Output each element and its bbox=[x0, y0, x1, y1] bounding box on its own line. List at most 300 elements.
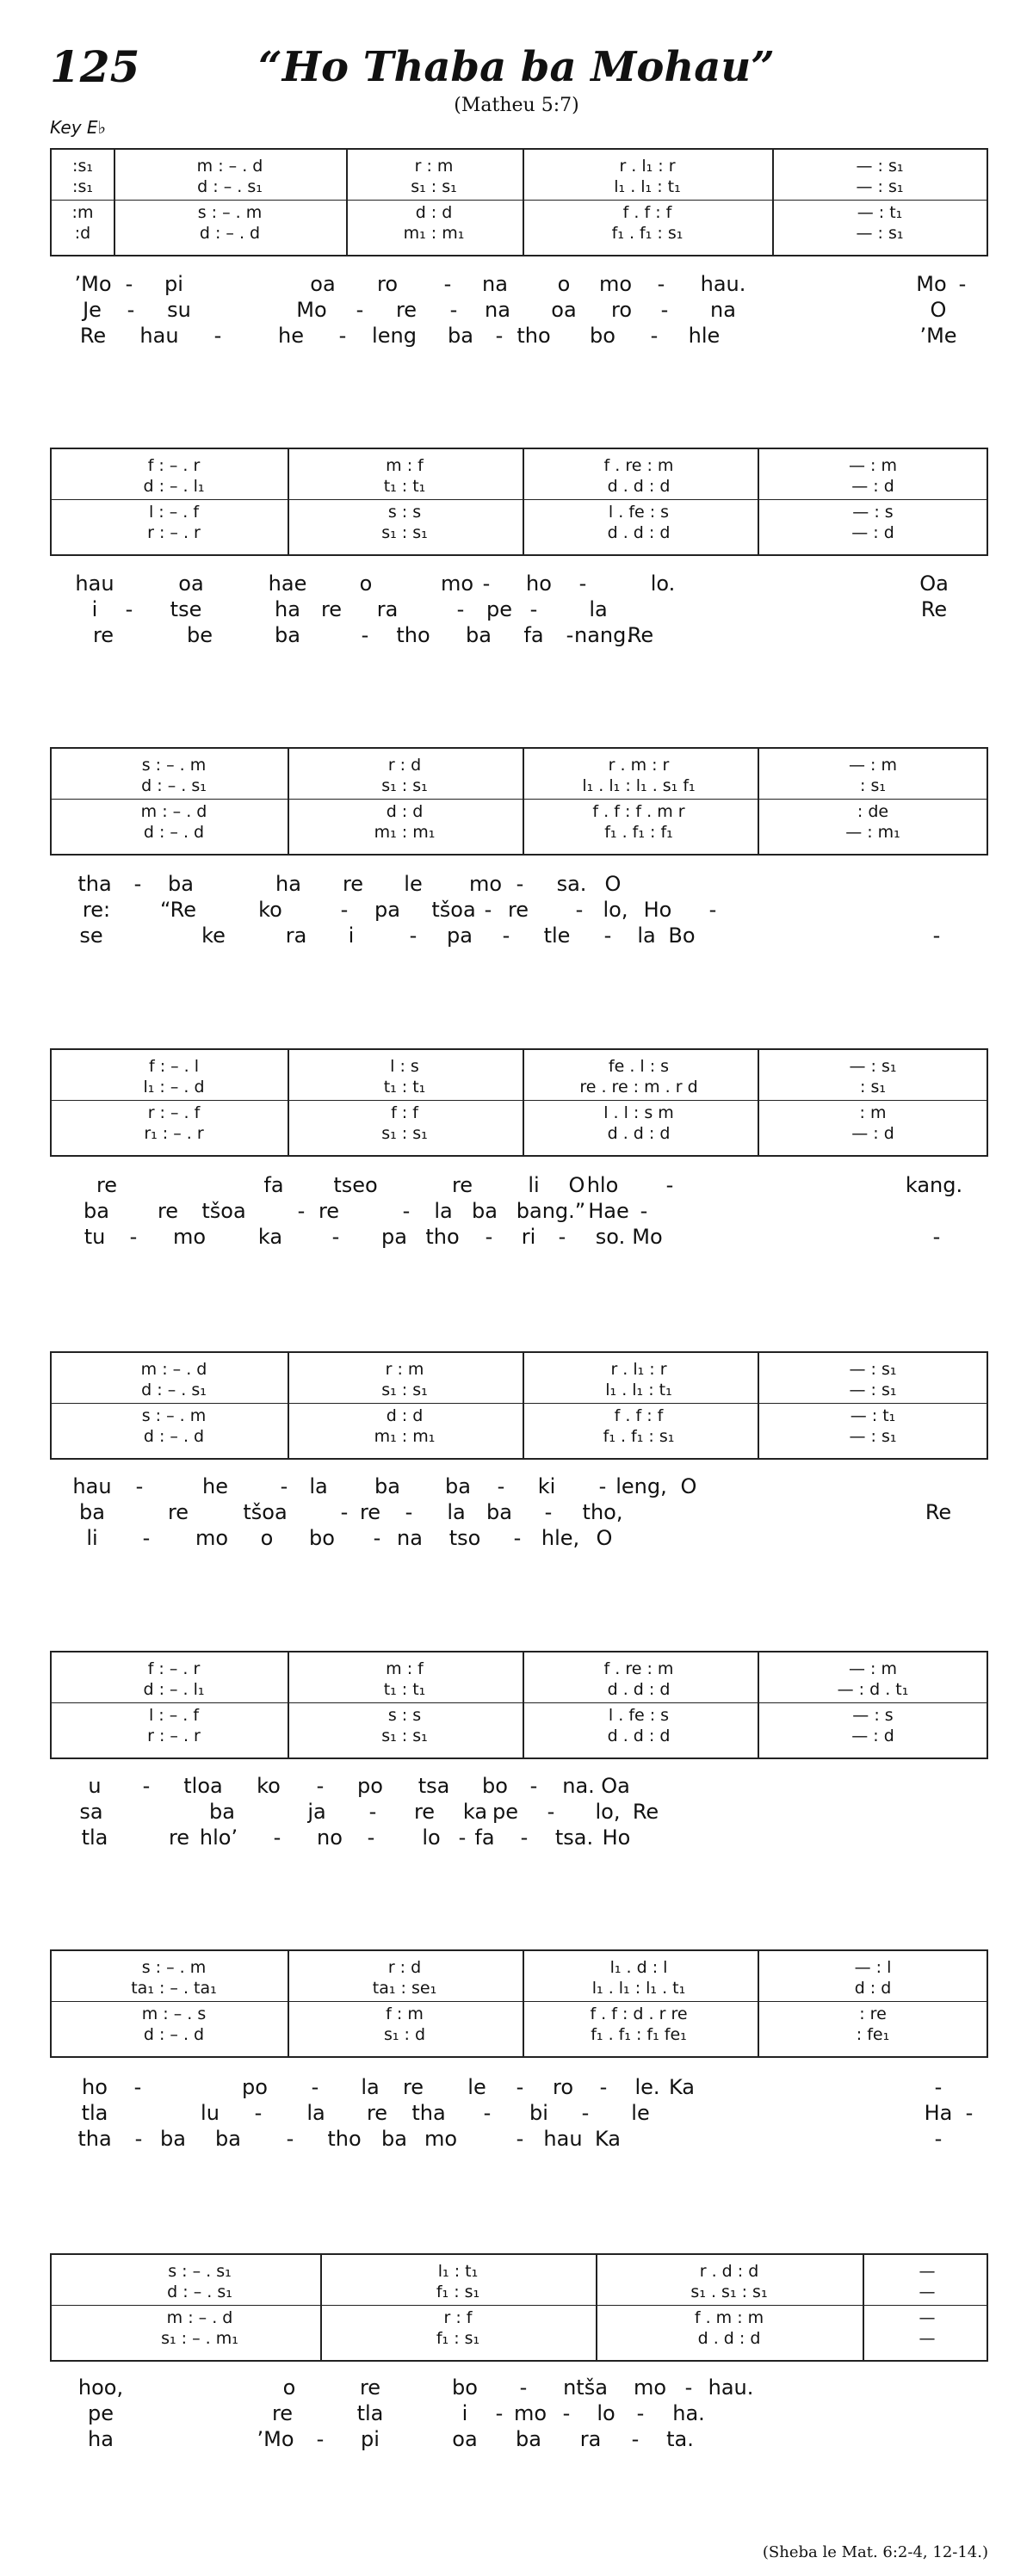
barline bbox=[288, 1353, 289, 1458]
voice-separator bbox=[52, 2001, 987, 2002]
lyric-syllable: Re bbox=[79, 324, 107, 348]
lyric-syllable: hau. bbox=[700, 272, 746, 296]
scripture-reference: (Matheu 5:7) bbox=[454, 95, 579, 116]
lyric-syllable: - bbox=[316, 2427, 325, 2451]
solfa-cell: m : – . s bbox=[141, 2005, 207, 2023]
lyric-syllable: sa. bbox=[556, 872, 587, 896]
lyric-syllable: hau bbox=[72, 1474, 112, 1498]
lyric-syllable: Oa bbox=[601, 1774, 630, 1798]
solfa-cell: l . fe : s bbox=[608, 503, 670, 522]
lyric-syllable: re bbox=[507, 898, 529, 922]
solfa-cell: s : – . m bbox=[141, 1406, 207, 1425]
lyric-syllable: ba bbox=[160, 2127, 186, 2151]
lyric-syllable: Bo bbox=[668, 924, 696, 948]
lyric-syllable: po bbox=[357, 1774, 383, 1798]
lyric-syllable: Ka bbox=[594, 2127, 622, 2151]
lyric-syllable: la bbox=[637, 924, 656, 948]
lyric-syllable: - bbox=[402, 1199, 411, 1223]
lyric-syllable: bang.” bbox=[516, 1199, 586, 1223]
lyric-syllable: he bbox=[278, 324, 304, 348]
solfa-cell: s : – . s₁ bbox=[168, 2262, 232, 2281]
solfa-cell: m : – . d bbox=[140, 1360, 207, 1379]
barline bbox=[758, 749, 759, 854]
lyric-syllable: le. bbox=[634, 2075, 660, 2099]
lyric-syllable: ho bbox=[82, 2075, 108, 2099]
solfa-cell: d . d : d bbox=[697, 2329, 761, 2348]
lyric-syllable: - bbox=[458, 1825, 467, 1850]
lyric-syllable: hlo’ bbox=[199, 1825, 238, 1850]
solfa-cell: f : f bbox=[391, 1103, 418, 1122]
solfa-cell: d : – . s₁ bbox=[197, 177, 263, 196]
solfa-cell: f . m : m bbox=[694, 2308, 764, 2327]
lyric-syllable: Mo bbox=[296, 298, 327, 322]
solfa-cell: r : – . r bbox=[147, 523, 201, 542]
lyric-syllable: pe bbox=[492, 1800, 518, 1824]
lyric-syllable: - bbox=[599, 2075, 608, 2099]
lyric-syllable: u bbox=[88, 1774, 102, 1798]
lyric-syllable: re bbox=[167, 1500, 189, 1524]
lyric-syllable: tsa. bbox=[554, 1825, 594, 1850]
lyric-syllable: tho, bbox=[582, 1500, 623, 1524]
lyric-syllable: li bbox=[528, 1173, 540, 1197]
lyric-syllable: oa bbox=[178, 571, 204, 596]
lyric-syllable: lo, bbox=[603, 898, 628, 922]
barline bbox=[772, 150, 774, 255]
lyric-syllable: mo bbox=[513, 2401, 547, 2425]
solfa-cell: r . l₁ : r bbox=[619, 157, 676, 176]
lyric-syllable: so. bbox=[595, 1225, 626, 1249]
solfa-cell: — : s bbox=[852, 1706, 894, 1725]
lyric-syllable: hau bbox=[543, 2127, 583, 2151]
solfa-cell: s₁ : s₁ bbox=[381, 1124, 428, 1143]
solfa-cell: r : – . r bbox=[147, 1727, 201, 1745]
solfa-cell: r : f bbox=[443, 2308, 473, 2327]
barline bbox=[288, 1652, 289, 1757]
lyric-syllable: re bbox=[366, 2101, 388, 2125]
solfa-cell: d . d : d bbox=[607, 1727, 671, 1745]
lyric-syllable: O bbox=[680, 1474, 697, 1498]
solfa-cell: l : – . f bbox=[148, 1706, 200, 1725]
lyric-syllable: ra bbox=[579, 2427, 602, 2451]
solfa-cell: d : d bbox=[386, 802, 424, 821]
lyric-syllable: ka bbox=[257, 1225, 283, 1249]
lyric-syllable: - bbox=[958, 272, 967, 296]
solfa-cell: f₁ . f₁ : s₁ bbox=[603, 1427, 675, 1446]
lyric-syllable: - bbox=[660, 298, 669, 322]
lyric-syllable: lo. bbox=[650, 571, 676, 596]
solfa-cell: r : d bbox=[387, 756, 422, 775]
lyric-syllable: oa bbox=[452, 2427, 478, 2451]
solfa-cell: l₁ . d : l bbox=[609, 1958, 668, 1977]
solfa-cell: d : – . d bbox=[143, 1427, 205, 1446]
lyric-syllable: la bbox=[447, 1500, 466, 1524]
lyric-syllable: pa bbox=[381, 1225, 407, 1249]
barline bbox=[523, 1050, 524, 1155]
lyric-syllable: - bbox=[485, 1225, 493, 1249]
lyric-syllable: la bbox=[306, 2101, 325, 2125]
lyric-syllable: tloa bbox=[183, 1774, 223, 1798]
solfa-cell: — : m bbox=[849, 456, 897, 475]
lyric-syllable: - bbox=[133, 872, 142, 896]
lyric-syllable: - bbox=[516, 872, 524, 896]
lyric-syllable: li bbox=[86, 1526, 98, 1550]
solfa-cell: f : – . l bbox=[148, 1057, 200, 1076]
lyric-syllable: hae bbox=[268, 571, 307, 596]
lyric-syllable: mo bbox=[424, 2127, 458, 2151]
lyric-syllable: - bbox=[125, 597, 133, 621]
lyric-syllable: i bbox=[91, 597, 98, 621]
lyric-syllable: na bbox=[482, 272, 508, 296]
lyric-syllable: tsa bbox=[418, 1774, 450, 1798]
lyric-syllable: - bbox=[340, 898, 349, 922]
solfa-cell: r : – . f bbox=[147, 1103, 201, 1122]
lyric-syllable: oa bbox=[551, 298, 577, 322]
lyric-syllable: tla bbox=[81, 2101, 108, 2125]
solfa-cell: l₁ . l₁ : t₁ bbox=[614, 177, 681, 196]
lyric-syllable: lo bbox=[422, 1825, 441, 1850]
barline bbox=[523, 1353, 524, 1458]
lyric-syllable: - bbox=[581, 2101, 590, 2125]
solfa-cell: s : s bbox=[387, 503, 422, 522]
solfa-cell: s₁ : s₁ bbox=[411, 177, 457, 196]
lyric-syllable: Oa bbox=[919, 571, 949, 596]
lyric-syllable: ka bbox=[462, 1800, 488, 1824]
lyric-syllable: - bbox=[273, 1825, 281, 1850]
lyric-syllable: - bbox=[529, 1774, 538, 1798]
solfa-cell: f₁ : s₁ bbox=[436, 2283, 480, 2301]
solfa-cell: d : – . s₁ bbox=[141, 1381, 207, 1399]
lyric-syllable: i bbox=[461, 2401, 468, 2425]
solfa-cell: d : d bbox=[386, 1406, 424, 1425]
barline bbox=[320, 2255, 322, 2360]
solfa-cell: s₁ : s₁ bbox=[381, 523, 428, 542]
lyric-syllable: - bbox=[456, 597, 465, 621]
lyric-syllable: re bbox=[413, 1800, 436, 1824]
lyric-syllable: hau. bbox=[708, 2375, 754, 2400]
voice-separator bbox=[52, 200, 987, 201]
solfa-cell: r . l₁ : r bbox=[610, 1360, 667, 1379]
lyric-syllable: i bbox=[348, 924, 355, 948]
lyric-syllable: bo bbox=[482, 1774, 508, 1798]
lyric-syllable: - bbox=[934, 2127, 943, 2151]
lyric-syllable: - bbox=[125, 272, 133, 296]
lyric-syllable: Re bbox=[925, 1500, 952, 1524]
barline bbox=[758, 1951, 759, 2056]
barline bbox=[863, 2255, 864, 2360]
lyric-syllable: - bbox=[603, 924, 612, 948]
lyric-syllable: kang. bbox=[905, 1173, 963, 1197]
lyric-syllable: Ka bbox=[668, 2075, 696, 2099]
lyric-syllable: - bbox=[356, 298, 364, 322]
lyric-syllable: - bbox=[331, 1225, 340, 1249]
lyric-syllable: re bbox=[395, 298, 418, 322]
lyric-syllable: - bbox=[338, 324, 347, 348]
solfa-cell: f : – . r bbox=[147, 1659, 201, 1678]
solfa-cell: f₁ . f₁ : f₁ bbox=[604, 823, 673, 842]
lyric-syllable: - bbox=[965, 2101, 974, 2125]
solfa-cell: : fe₁ bbox=[856, 2025, 890, 2044]
solfa-cell: d : – . d bbox=[143, 2025, 205, 2044]
lyric-syllable: ’Mo bbox=[74, 272, 112, 296]
lyric-syllable: re bbox=[96, 1173, 118, 1197]
lyric-syllable: ba bbox=[168, 872, 194, 896]
lyric-syllable: - bbox=[449, 298, 458, 322]
lyric-syllable: tle bbox=[543, 924, 571, 948]
solfa-cell: f : – . r bbox=[147, 456, 201, 475]
solfa-cell: :d bbox=[74, 224, 91, 243]
lyric-syllable: la bbox=[309, 1474, 328, 1498]
lyric-syllable: ho bbox=[526, 571, 552, 596]
lyric-syllable: lo, bbox=[595, 1800, 621, 1824]
solfa-cell: — : s₁ bbox=[856, 224, 904, 243]
lyric-syllable: lu bbox=[201, 2101, 220, 2125]
solfa-cell: s₁ : d bbox=[383, 2025, 426, 2044]
lyric-syllable: fa bbox=[474, 1825, 495, 1850]
lyric-syllable: Ho bbox=[643, 898, 672, 922]
solfa-cell: l₁ . l₁ : t₁ bbox=[605, 1381, 672, 1399]
lyric-syllable: ba bbox=[374, 1474, 400, 1498]
solfa-cell: d : d bbox=[415, 203, 453, 222]
lyric-syllable: - bbox=[547, 1800, 555, 1824]
solfa-cell: d : – . l₁ bbox=[143, 477, 205, 496]
lyric-syllable: tso bbox=[448, 1526, 481, 1550]
solfa-cell: d . d : d bbox=[607, 477, 671, 496]
lyric-syllable: - bbox=[598, 1474, 607, 1498]
lyric-syllable: ko bbox=[258, 898, 282, 922]
solfa-cell: s₁ : s₁ bbox=[381, 1727, 428, 1745]
solfa-cell: f₁ . f₁ : s₁ bbox=[611, 224, 684, 243]
lyric-syllable: pe bbox=[486, 597, 512, 621]
lyric-syllable: - bbox=[657, 272, 665, 296]
music-system bbox=[50, 148, 988, 256]
lyric-syllable: - bbox=[286, 2127, 294, 2151]
lyric-syllable: - bbox=[502, 924, 510, 948]
lyric-syllable: tšoa bbox=[201, 1199, 246, 1223]
lyric-syllable: “Re bbox=[159, 898, 197, 922]
solfa-cell: — : s bbox=[852, 503, 894, 522]
barline bbox=[346, 150, 348, 255]
music-system bbox=[50, 1351, 988, 1460]
lyric-syllable: - bbox=[495, 2401, 504, 2425]
barline bbox=[758, 1652, 759, 1757]
lyric-syllable: la bbox=[434, 1199, 453, 1223]
solfa-cell: r₁ : – . r bbox=[144, 1124, 204, 1143]
lyric-syllable: - bbox=[142, 1774, 151, 1798]
lyric-syllable: re bbox=[342, 872, 364, 896]
lyric-syllable: Hae bbox=[588, 1199, 629, 1223]
lyric-syllable: tho bbox=[396, 623, 430, 647]
solfa-cell: ta₁ : se₁ bbox=[372, 1979, 437, 1998]
lyric-syllable: bo bbox=[309, 1526, 335, 1550]
lyric-syllable: - bbox=[665, 1173, 674, 1197]
solfa-cell: f₁ . f₁ : f₁ fe₁ bbox=[591, 2025, 687, 2044]
lyric-syllable: oa bbox=[310, 272, 336, 296]
lyric-syllable: O bbox=[930, 298, 947, 322]
solfa-cell: : m bbox=[859, 1103, 887, 1122]
lyric-syllable: ba bbox=[275, 623, 300, 647]
lyric-syllable: ba bbox=[445, 1474, 471, 1498]
lyric-syllable: o bbox=[282, 2375, 296, 2400]
solfa-cell: — bbox=[919, 2283, 936, 2301]
music-system bbox=[50, 1651, 988, 1759]
lyric-syllable: - bbox=[280, 1474, 288, 1498]
lyric-syllable: - bbox=[443, 272, 452, 296]
lyric-syllable: - bbox=[368, 1800, 377, 1824]
solfa-cell: fe . l : s bbox=[608, 1057, 670, 1076]
voice-separator bbox=[52, 799, 987, 800]
solfa-cell: :s₁ bbox=[72, 177, 93, 196]
lyric-syllable: bi bbox=[529, 2101, 548, 2125]
solfa-cell: l₁ . l₁ : l₁ . t₁ bbox=[591, 1979, 686, 1998]
lyric-syllable: leng bbox=[372, 324, 417, 348]
solfa-cell: — : s₁ bbox=[856, 157, 904, 176]
lyric-syllable: O bbox=[568, 1173, 585, 1197]
lyric-syllable: - bbox=[516, 2127, 524, 2151]
lyric-syllable: hau bbox=[139, 324, 179, 348]
solfa-cell: r . d : d bbox=[699, 2262, 759, 2281]
solfa-cell: l₁ : – . d bbox=[143, 1078, 205, 1096]
solfa-cell: m : f bbox=[386, 456, 424, 475]
solfa-cell: — : t₁ bbox=[857, 203, 903, 222]
solfa-cell: s : – . m bbox=[141, 756, 207, 775]
solfa-cell: l . fe : s bbox=[608, 1706, 670, 1725]
solfa-cell: : s₁ bbox=[860, 1078, 886, 1096]
hymn-title: “Ho Thaba ba Mohau” bbox=[258, 43, 775, 91]
lyric-syllable: mo bbox=[598, 272, 633, 296]
solfa-cell: — bbox=[919, 2262, 936, 2281]
solfa-cell: :s₁ bbox=[72, 157, 93, 176]
lyric-syllable: tšoa bbox=[243, 1500, 288, 1524]
solfa-cell: f . re : m bbox=[603, 456, 674, 475]
lyric-syllable: - bbox=[544, 1500, 553, 1524]
lyric-syllable: leng, bbox=[615, 1474, 667, 1498]
solfa-cell: r : m bbox=[414, 157, 454, 176]
solfa-cell: :m bbox=[71, 203, 94, 222]
lyric-syllable: - bbox=[519, 2375, 528, 2400]
lyric-syllable: tla bbox=[356, 2401, 384, 2425]
solfa-cell: s₁ : s₁ bbox=[381, 776, 428, 795]
lyric-syllable: re bbox=[451, 1173, 473, 1197]
barline bbox=[758, 1050, 759, 1155]
lyric-syllable: tho bbox=[516, 324, 551, 348]
lyric-syllable: ’Me bbox=[919, 324, 957, 348]
solfa-cell: s : – . m bbox=[197, 203, 263, 222]
lyric-syllable: re bbox=[318, 1199, 340, 1223]
lyric-syllable: na bbox=[485, 298, 510, 322]
solfa-cell: re . re : m . r d bbox=[579, 1078, 698, 1096]
solfa-cell: s₁ : s₁ bbox=[381, 1381, 428, 1399]
music-system bbox=[50, 1949, 988, 2058]
barline bbox=[523, 1951, 524, 2056]
lyric-syllable: - bbox=[529, 597, 538, 621]
lyric-syllable: - bbox=[578, 571, 587, 596]
lyric-syllable: tho bbox=[327, 2127, 362, 2151]
solfa-cell: l . l : s m bbox=[603, 1103, 674, 1122]
lyric-syllable: re bbox=[92, 623, 114, 647]
solfa-cell: — bbox=[919, 2329, 936, 2348]
lyric-syllable: ntša bbox=[563, 2375, 608, 2400]
lyric-syllable: tse bbox=[170, 597, 202, 621]
lyric-syllable: hle bbox=[688, 324, 721, 348]
solfa-cell: — : s₁ bbox=[856, 177, 904, 196]
lyric-syllable: - bbox=[142, 1526, 151, 1550]
lyric-syllable: ki bbox=[537, 1474, 556, 1498]
solfa-cell: d : – . d bbox=[143, 823, 205, 842]
solfa-cell: t₁ : t₁ bbox=[383, 477, 426, 496]
lyric-syllable: - bbox=[127, 298, 135, 322]
lyric-syllable: su bbox=[167, 298, 191, 322]
lyric-syllable: ha bbox=[88, 2427, 114, 2451]
lyric-syllable: nang. bbox=[574, 623, 633, 647]
lyric-syllable: - bbox=[640, 1199, 648, 1223]
lyric-syllable: re bbox=[168, 1825, 190, 1850]
lyric-syllable: ro bbox=[610, 298, 633, 322]
lyric-syllable: hoo, bbox=[77, 2375, 124, 2400]
solfa-cell: — : t₁ bbox=[850, 1406, 896, 1425]
solfa-cell: l₁ . l₁ : l₁ . s₁ f₁ bbox=[582, 776, 696, 795]
lyric-syllable: na bbox=[710, 298, 736, 322]
lyric-syllable: ba bbox=[486, 1500, 512, 1524]
lyric-syllable: - bbox=[495, 324, 504, 348]
solfa-cell: — : d bbox=[851, 1727, 894, 1745]
lyric-syllable: hlo bbox=[586, 1173, 619, 1197]
lyric-syllable: ba bbox=[466, 623, 492, 647]
solfa-cell: d : – . l₁ bbox=[143, 1680, 205, 1699]
footer-note: (Sheba le Mat. 6:2-4, 12-14.) bbox=[762, 2543, 988, 2561]
lyric-syllable: - bbox=[932, 924, 941, 948]
lyric-syllable: na bbox=[397, 1526, 423, 1550]
solfa-cell: s : s bbox=[387, 1706, 422, 1725]
key-signature: Key E♭ bbox=[50, 117, 106, 138]
music-system bbox=[50, 747, 988, 856]
solfa-cell: r : d bbox=[387, 1958, 422, 1977]
solfa-cell: : s₁ bbox=[860, 776, 886, 795]
lyric-syllable: - bbox=[558, 1225, 566, 1249]
solfa-cell: — : s₁ bbox=[849, 1381, 897, 1399]
barline bbox=[523, 449, 524, 554]
solfa-cell: : re bbox=[859, 2005, 887, 2023]
solfa-cell: t₁ : t₁ bbox=[383, 1078, 426, 1096]
lyric-syllable: - bbox=[213, 324, 222, 348]
lyric-syllable: pa bbox=[374, 898, 400, 922]
lyric-syllable: - bbox=[575, 898, 584, 922]
solfa-cell: d : – . s₁ bbox=[141, 776, 207, 795]
lyric-syllable: sa bbox=[79, 1800, 103, 1824]
lyric-syllable: le bbox=[467, 2075, 486, 2099]
solfa-cell: r . m : r bbox=[608, 756, 670, 775]
lyric-syllable: mo bbox=[633, 2375, 667, 2400]
barline bbox=[523, 1652, 524, 1757]
lyric-syllable: o bbox=[557, 272, 571, 296]
solfa-cell: s₁ : – . m₁ bbox=[161, 2329, 238, 2348]
lyric-syllable: o bbox=[260, 1526, 274, 1550]
lyric-syllable: - bbox=[566, 623, 574, 647]
lyric-syllable: - bbox=[562, 2401, 571, 2425]
lyric-syllable: be bbox=[187, 623, 213, 647]
music-system bbox=[50, 2253, 988, 2362]
lyric-syllable: tla bbox=[81, 1825, 108, 1850]
lyric-syllable: - bbox=[405, 1500, 413, 1524]
lyric-syllable: - bbox=[135, 1474, 144, 1498]
lyric-syllable: ha bbox=[275, 597, 300, 621]
music-system bbox=[50, 1048, 988, 1157]
lyric-syllable: ba bbox=[381, 2127, 407, 2151]
music-system bbox=[50, 448, 988, 556]
lyric-syllable: lo bbox=[597, 2401, 615, 2425]
lyric-syllable: - bbox=[297, 1199, 306, 1223]
lyric-syllable: - bbox=[631, 2427, 640, 2451]
lyric-syllable: - bbox=[497, 1474, 505, 1498]
